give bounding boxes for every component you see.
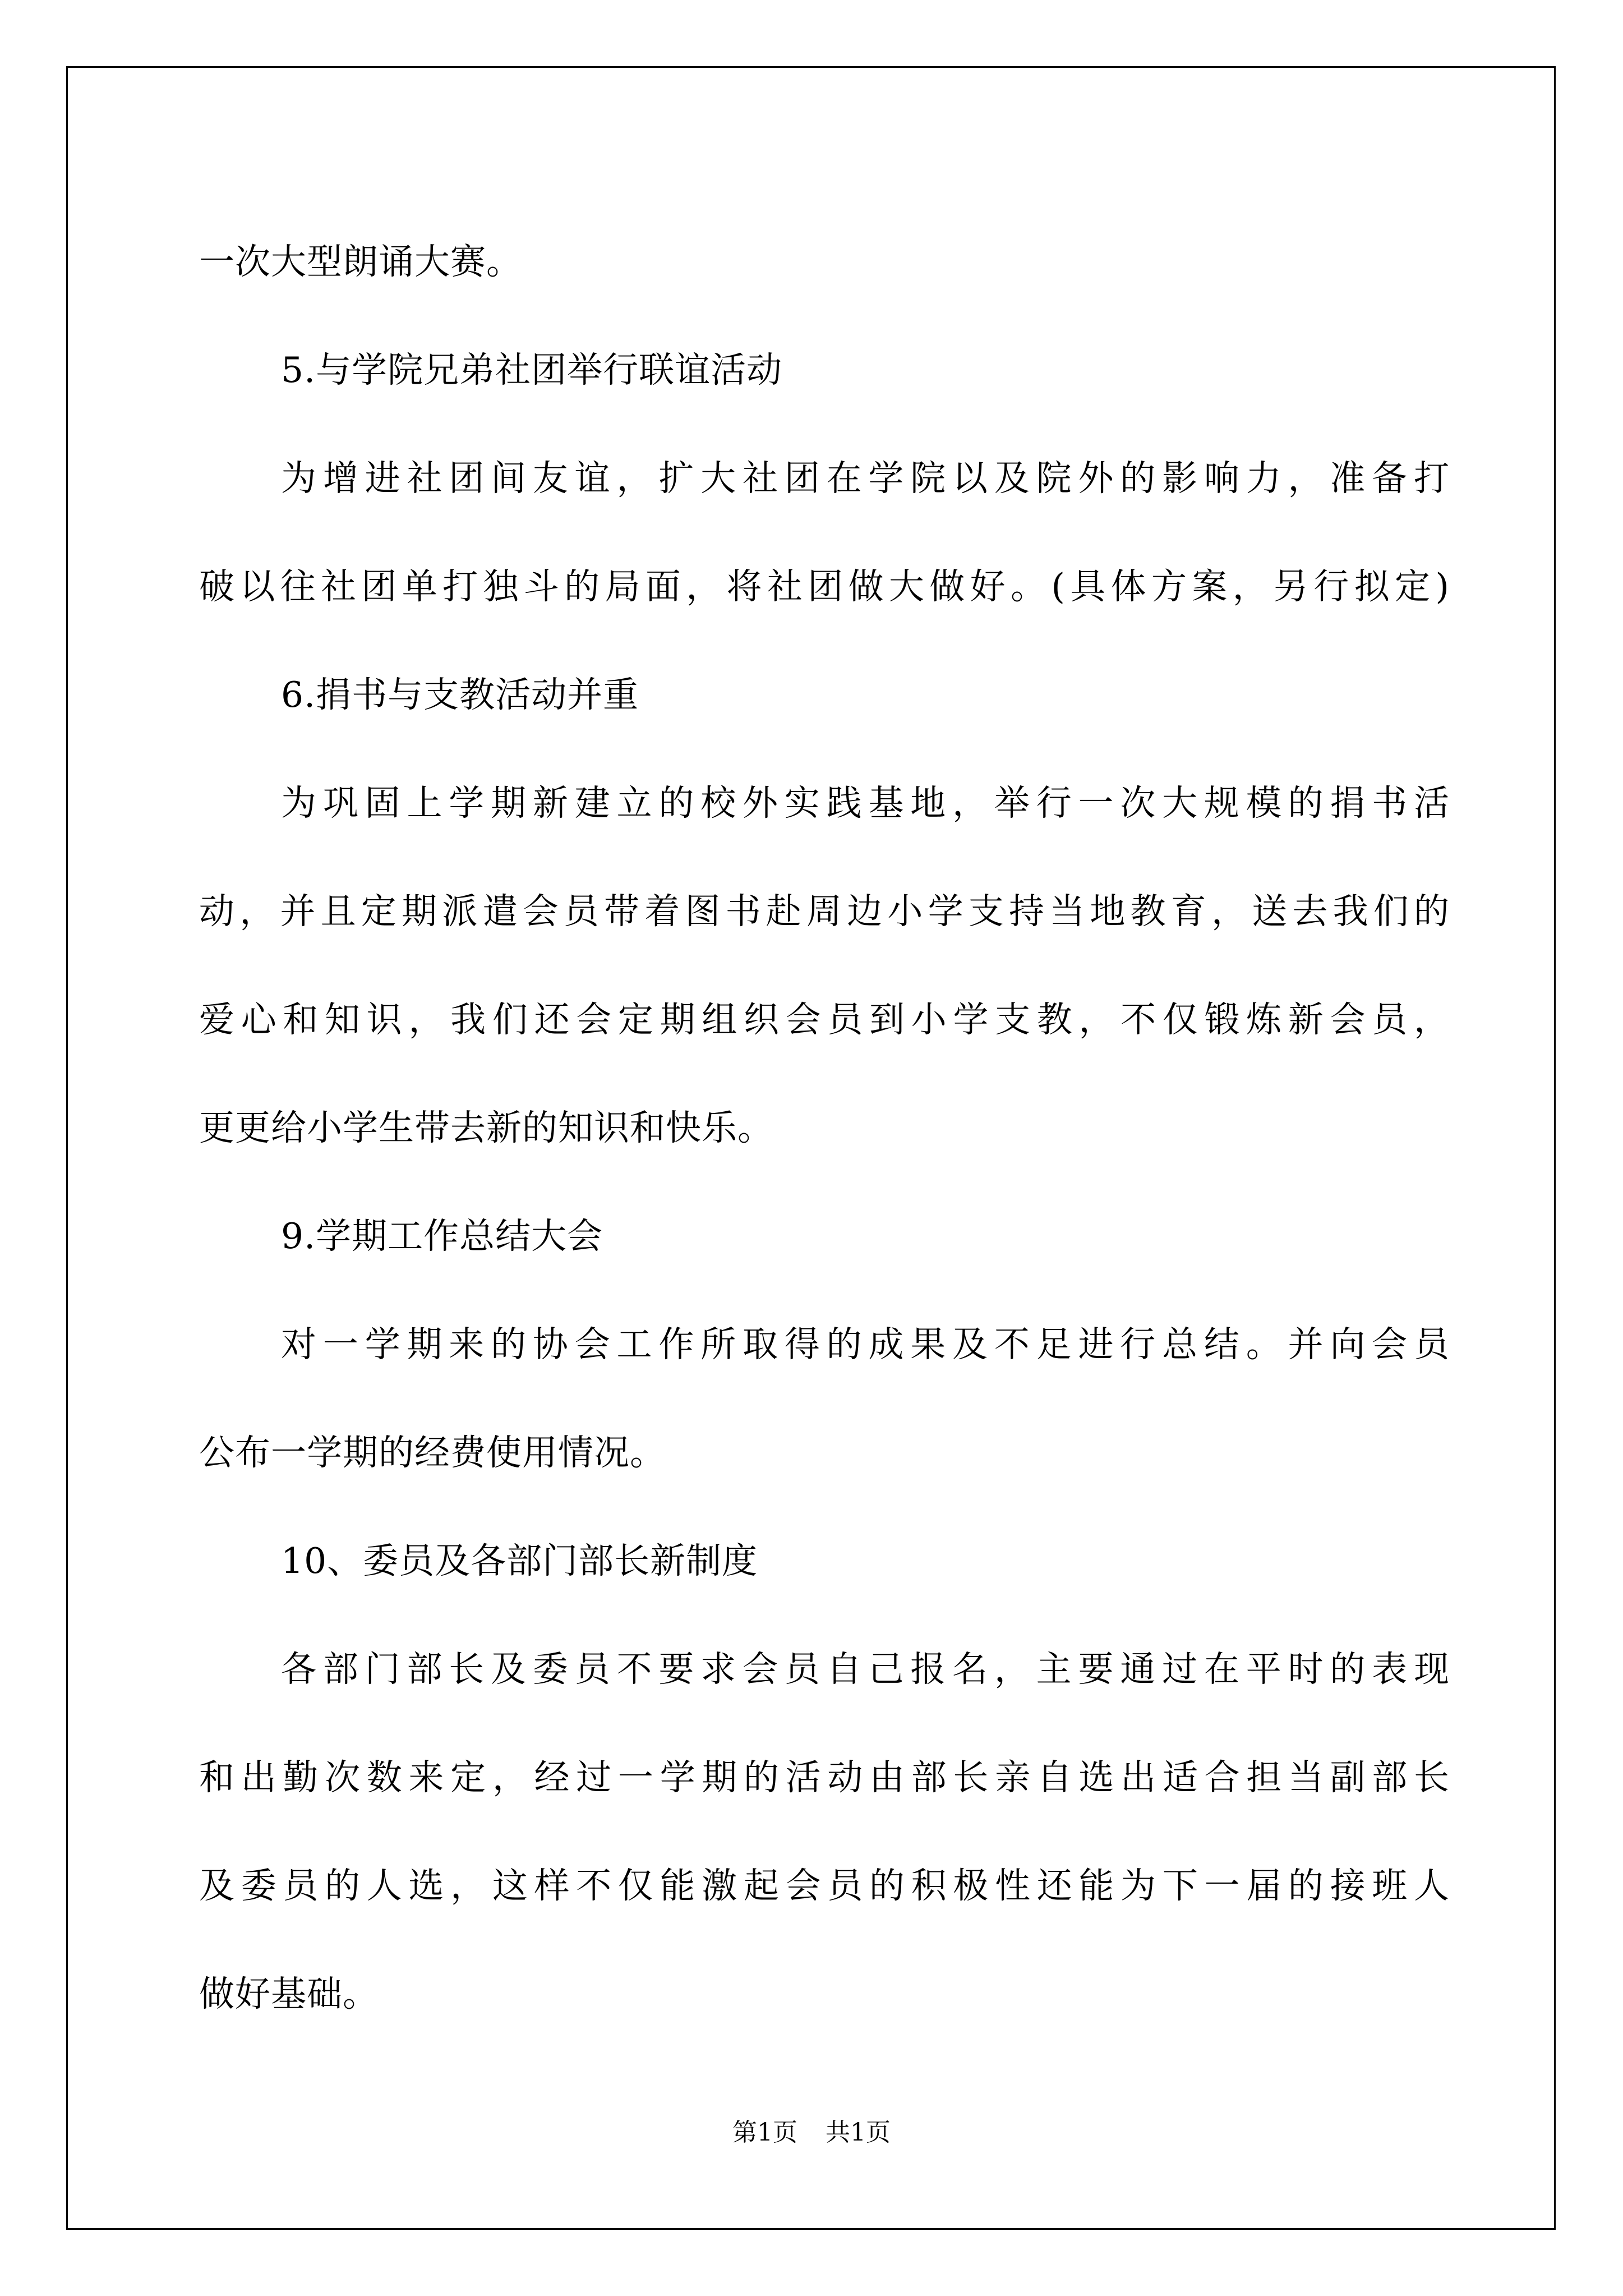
heading-item-5: [199, 316, 1450, 424]
section-heading: 9.学期工作总结大会: [281, 1216, 603, 1257]
page-number: 第1页: [732, 2118, 797, 2147]
text-line: 做好基础。: [199, 1973, 379, 2014]
text-line: 为增进社团间友谊，扩大社团在学院以及院外的影响力，准备打: [281, 458, 1450, 499]
text-line: 一次大型朗诵大赛。: [199, 241, 522, 282]
paragraph-item-6: [199, 749, 1450, 1182]
text-line: 和出勤次数来定，经过一学期的活动由部长亲自选出适合担当副部长: [199, 1757, 1450, 1798]
paragraph-item-10: [199, 1615, 1450, 2048]
paragraph-item-5: [199, 424, 1450, 641]
page-footer: [0, 2112, 1623, 2148]
paragraph-item-9: [199, 1290, 1450, 1507]
text-line: 及委员的人选，这样不仅能激起会员的积极性还能为下一届的接班人: [199, 1865, 1450, 1906]
heading-item-10: [199, 1507, 1450, 1615]
text-line: 对一学期来的协会工作所取得的成果及不足进行总结。并向会员: [281, 1324, 1450, 1365]
page-total: 共1页: [826, 2118, 891, 2147]
heading-item-9: [199, 1182, 1450, 1290]
section-heading: 5.与学院兄弟社团举行联谊活动: [281, 349, 783, 390]
text-line: 破以往社团单打独斗的局面，将社团做大做好。(具体方案，另行拟定): [199, 566, 1450, 607]
section-heading: 6.捐书与支教活动并重: [281, 674, 639, 715]
text-line: 爱心和知识，我们还会定期组织会员到小学支教，不仅锻炼新会员，: [199, 999, 1450, 1040]
section-heading: 10、委员及各部门部长新制度: [281, 1540, 758, 1581]
text-line: 为巩固上学期新建立的校外实践基地，举行一次大规模的捐书活: [281, 783, 1450, 823]
heading-item-6: [199, 641, 1450, 749]
text-line: 公布一学期的经费使用情况。: [199, 1432, 666, 1473]
text-line: 各部门部长及委员不要求会员自己报名，主要通过在平时的表现: [281, 1649, 1450, 1690]
document-body: [199, 208, 1450, 2048]
text-line: 更更给小学生带去新的知识和快乐。: [199, 1107, 773, 1148]
paragraph-intro-end: [199, 208, 1450, 316]
text-line: 动，并且定期派遣会员带着图书赴周边小学支持当地教育，送去我们的: [199, 891, 1450, 932]
